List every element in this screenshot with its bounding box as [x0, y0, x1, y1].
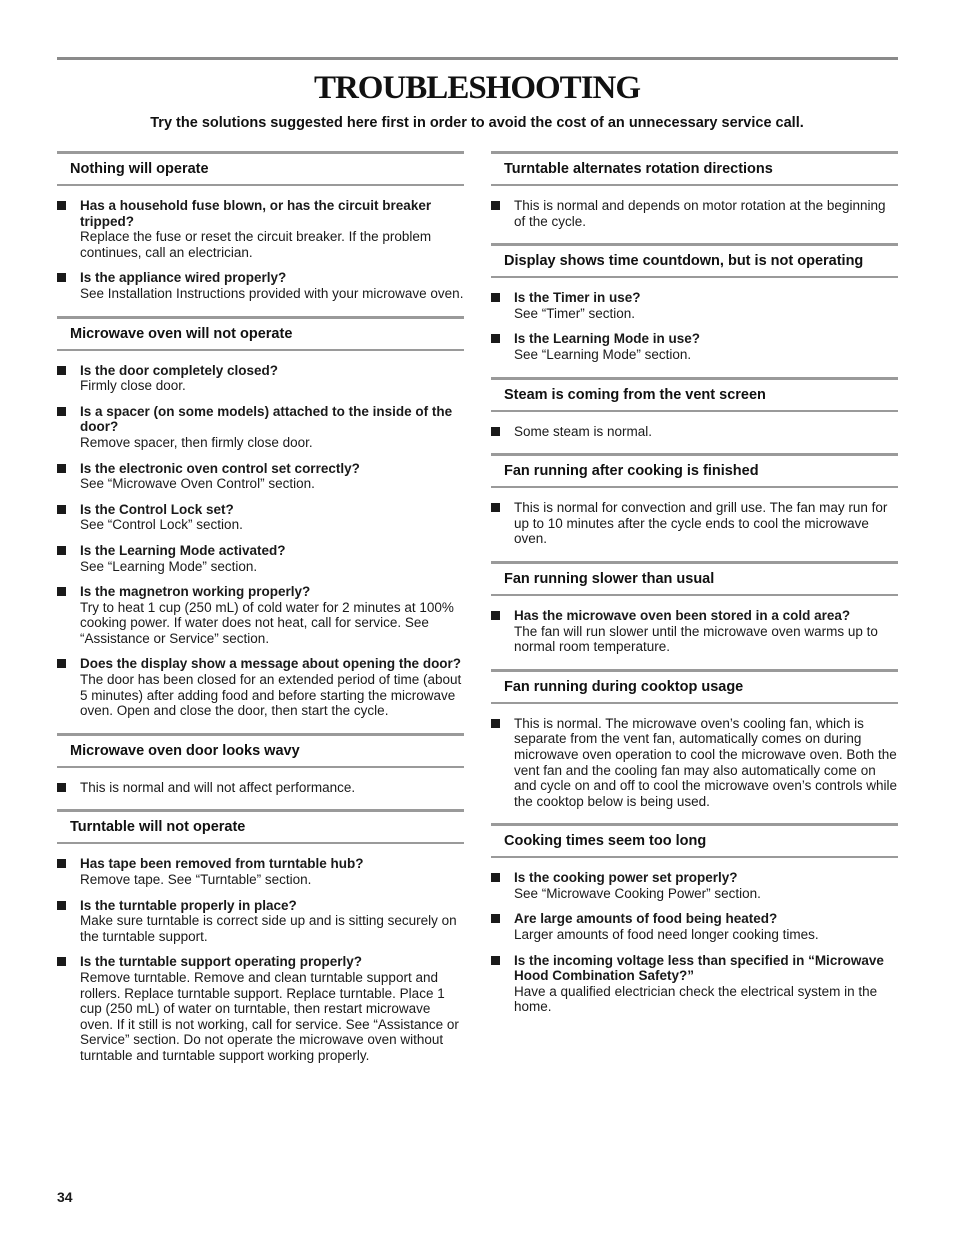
list-item: [57, 584, 464, 646]
item-question: Is the incoming voltage less than specified in “Microwave Hood Combination Safety?”: [514, 952, 884, 984]
list-item: [57, 363, 464, 394]
item-answer: This is normal for convection and grill use. The fan may run for up to 10 minutes after the cycle ends to cool the microwave oven.: [514, 500, 888, 547]
list-item: [491, 911, 898, 942]
list-item: [491, 608, 898, 655]
item-answer: See “Microwave Cooking Power” section.: [514, 885, 761, 901]
item-question: Is the cooking power set properly?: [514, 870, 738, 886]
item-list: [57, 198, 464, 302]
item-list: [491, 290, 898, 362]
square-bullet-icon: [491, 201, 500, 210]
list-item: [57, 780, 464, 796]
item-list: [491, 198, 898, 229]
square-bullet-icon: [491, 914, 500, 923]
section-heading: Turntable alternates rotation directions: [491, 151, 898, 186]
square-bullet-icon: [57, 546, 66, 555]
list-item: [57, 954, 464, 1063]
list-item: [57, 270, 464, 301]
troubleshooting-section: [491, 151, 898, 229]
item-answer: Make sure turntable is correct side up and is sitting securely on the turntable support.: [80, 913, 457, 944]
item-list: [491, 716, 898, 810]
page-number: 34: [57, 1189, 73, 1205]
square-bullet-icon: [57, 366, 66, 375]
list-item: [57, 543, 464, 574]
item-question: Has the microwave oven been stored in a cold area?: [514, 607, 851, 623]
item-question: Is the door completely closed?: [80, 362, 279, 378]
list-item: [57, 502, 464, 533]
section-heading: Fan running after cooking is finished: [491, 453, 898, 488]
item-list: [57, 780, 464, 796]
troubleshooting-section: [57, 733, 464, 796]
item-answer: Firmly close door.: [80, 378, 186, 394]
item-question: Is the electronic oven control set correctly?: [80, 460, 360, 476]
item-answer: This is normal. The microwave oven’s cooling fan, which is separate from the vent fan, automatically comes on during microwave oven operation to cool the microwave oven. Both the vent fan and the cooling fan may also automatically come on and cycle on and off to cool the microwave oven’s controls while the cooktop below is being used.: [514, 715, 897, 809]
item-list: [57, 856, 464, 1063]
troubleshooting-section: [491, 823, 898, 1015]
square-bullet-icon: [491, 873, 500, 882]
top-rule: [57, 57, 898, 60]
item-list: [57, 363, 464, 719]
section-heading: Nothing will operate: [57, 151, 464, 186]
left-column: [57, 151, 464, 1078]
square-bullet-icon: [57, 957, 66, 966]
item-question: Is a spacer (on some models) attached to the inside of the door?: [80, 403, 453, 435]
list-item: [57, 461, 464, 492]
troubleshooting-section: [491, 243, 898, 362]
square-bullet-icon: [491, 293, 500, 302]
section-heading: Display shows time countdown, but is not operating: [491, 243, 898, 278]
list-item: [57, 898, 464, 945]
page-subtitle: Try the solutions suggested here first in order to avoid the cost of an unnecessary service call.: [150, 115, 804, 131]
item-question: Is the Timer in use?: [514, 290, 641, 306]
item-answer: The fan will run slower until the microwave oven warms up to normal room temperature.: [514, 623, 878, 655]
item-list: [491, 870, 898, 1015]
troubleshooting-section: [491, 669, 898, 810]
square-bullet-icon: [57, 407, 66, 416]
troubleshooting-section: [491, 561, 898, 655]
section-heading: Microwave oven door looks wavy: [57, 733, 464, 768]
item-answer: This is normal and will not affect performance.: [80, 779, 356, 795]
item-answer: Remove spacer, then firmly close door.: [80, 434, 313, 450]
section-heading: Turntable will not operate: [57, 809, 464, 844]
troubleshooting-section: [491, 453, 898, 547]
square-bullet-icon: [491, 334, 500, 343]
square-bullet-icon: [491, 956, 500, 965]
item-question: Is the Learning Mode activated?: [80, 542, 286, 558]
item-answer: Remove turntable. Remove and clean turntable support and rollers. Replace turntable support. Replace turntable. Place 1 cup (250 mL) of water on turntable, then restart microwave oven. If it still is not working, call for service. See “Assistance or Service” section. Do not operate the microwave oven without turntable and turntable support working properly.: [80, 970, 459, 1063]
square-bullet-icon: [491, 427, 500, 436]
list-item: [491, 331, 898, 362]
item-question: Is the Control Lock set?: [80, 501, 234, 517]
square-bullet-icon: [57, 464, 66, 473]
item-answer: See “Microwave Oven Control” section.: [80, 476, 315, 492]
item-answer: The door has been closed for an extended period of time (about 5 minutes) after adding food and before starting the microwave oven. Open and close the door, then start the cycle.: [80, 672, 462, 719]
item-answer: See “Control Lock” section.: [80, 517, 243, 533]
item-question: Does the display show a message about opening the door?: [80, 656, 462, 672]
troubleshooting-section: [491, 377, 898, 440]
section-heading: Cooking times seem too long: [491, 823, 898, 858]
square-bullet-icon: [491, 503, 500, 512]
item-answer: Some steam is normal.: [514, 423, 653, 439]
item-question: Are large amounts of food being heated?: [514, 911, 778, 927]
troubleshooting-section: [57, 316, 464, 719]
page-title: TROUBLESHOOTING: [313, 70, 641, 106]
item-answer: Have a qualified electrician check the electrical system in the home.: [514, 983, 878, 1015]
list-item: [491, 870, 898, 901]
list-item: [491, 424, 898, 440]
square-bullet-icon: [57, 659, 66, 668]
item-answer: See “Timer” section.: [514, 305, 636, 321]
square-bullet-icon: [57, 783, 66, 792]
list-item: [57, 198, 464, 260]
list-item: [491, 500, 898, 547]
item-question: Has tape been removed from turntable hub?: [80, 856, 364, 872]
square-bullet-icon: [57, 901, 66, 910]
item-answer: See “Learning Mode” section.: [80, 558, 258, 574]
troubleshooting-section: [57, 809, 464, 1063]
item-question: Is the turntable properly in place?: [80, 897, 297, 913]
item-question: Has a household fuse blown, or has the circuit breaker tripped?: [80, 198, 432, 229]
square-bullet-icon: [57, 273, 66, 282]
item-question: Is the magnetron working properly?: [80, 584, 311, 600]
item-question: Is the appliance wired properly?: [80, 270, 287, 286]
item-answer: Replace the fuse or reset the circuit breaker. If the problem continues, call an electrician.: [80, 229, 432, 260]
item-question: Is the turntable support operating properly?: [80, 954, 363, 970]
right-column: [491, 151, 898, 1029]
square-bullet-icon: [491, 719, 500, 728]
list-item: [57, 404, 464, 451]
list-item: [491, 290, 898, 321]
item-answer: Try to heat 1 cup (250 mL) of cold water for 2 minutes at 100% cooking power. If water does not heat, call for service. See “Assistance or Service” section.: [80, 599, 454, 646]
section-heading: Fan running slower than usual: [491, 561, 898, 596]
item-list: [491, 500, 898, 547]
item-answer: This is normal and depends on motor rotation at the beginning of the cycle.: [514, 198, 886, 229]
square-bullet-icon: [57, 505, 66, 514]
troubleshooting-section: [57, 151, 464, 302]
list-item: [491, 953, 898, 1015]
square-bullet-icon: [57, 201, 66, 210]
section-heading: Fan running during cooktop usage: [491, 669, 898, 704]
square-bullet-icon: [491, 611, 500, 620]
square-bullet-icon: [57, 587, 66, 596]
list-item: [57, 856, 464, 887]
list-item: [57, 656, 464, 718]
section-heading: Steam is coming from the vent screen: [491, 377, 898, 412]
item-list: [491, 608, 898, 655]
list-item: [491, 716, 898, 810]
item-answer: See Installation Instructions provided with your microwave oven.: [80, 285, 464, 301]
item-question: Is the Learning Mode in use?: [514, 331, 701, 347]
square-bullet-icon: [57, 859, 66, 868]
item-list: [491, 424, 898, 440]
section-heading: Microwave oven will not operate: [57, 316, 464, 351]
list-item: [491, 198, 898, 229]
item-answer: Larger amounts of food need longer cooking times.: [514, 927, 819, 943]
item-answer: Remove tape. See “Turntable” section.: [80, 872, 312, 888]
item-answer: See “Learning Mode” section.: [514, 346, 692, 362]
